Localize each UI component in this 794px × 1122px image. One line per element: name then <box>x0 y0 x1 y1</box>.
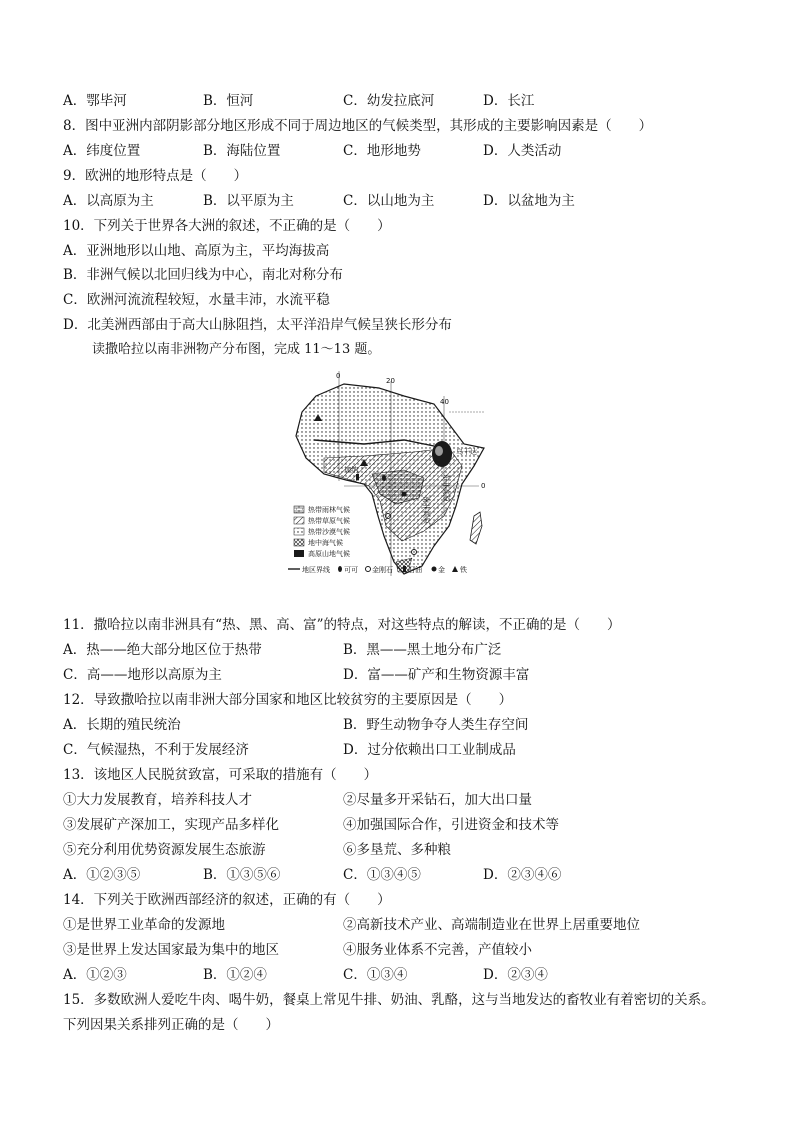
q12-options-row1 <box>63 716 743 734</box>
q14-option-d[interactable]: D．②③④ <box>483 967 548 983</box>
q8-option-d[interactable]: D．人类活动 <box>483 143 562 159</box>
q9-option-b[interactable]: B．以平原为主 <box>203 193 294 209</box>
label-ghana: 加纳 <box>344 466 358 474</box>
q14-option-a[interactable]: A．①②③ <box>63 967 127 983</box>
q14-items-row1 <box>63 916 743 934</box>
legend-highland: 高原山地气候 <box>308 550 350 558</box>
q8-option-c[interactable]: C．地形地势 <box>343 143 421 159</box>
q14-item-2: ②高新技术产业、高端制造业在世界上居重要地位 <box>343 917 640 933</box>
q7-option-c[interactable]: C．幼发拉底河 <box>343 93 435 109</box>
label-uganda: 乌干达 <box>456 448 477 456</box>
lon-label-0: 0 <box>336 372 341 380</box>
q11-option-a[interactable]: A．热——绝大部分地区位于热带 <box>63 642 262 658</box>
legend-swatch-savanna <box>294 517 304 524</box>
map-svg <box>284 366 506 592</box>
q7-option-a[interactable]: A．鄂毕河 <box>63 93 127 109</box>
q13-options <box>63 866 743 884</box>
q7-options <box>63 92 743 110</box>
label-south-plateau: 南非高原 <box>422 496 430 524</box>
q7-option-d[interactable]: D．长江 <box>483 93 535 109</box>
lat-label-0: 0 <box>481 482 486 490</box>
q13-items-row1 <box>63 791 743 809</box>
q12-options-row2 <box>63 741 743 759</box>
q11-options-row2 <box>63 666 743 684</box>
lon-label-20: 20 <box>386 377 395 385</box>
q8-options <box>63 142 743 160</box>
legend-gold-icon <box>432 567 437 572</box>
q9-options <box>63 192 743 210</box>
q12-stem: 12．导致撒哈拉以南非洲大部分国家和地区比较贫穷的主要原因是（ ） <box>63 692 513 708</box>
q8-option-a[interactable]: A．纬度位置 <box>63 143 141 159</box>
q13-items-row3 <box>63 841 743 859</box>
q8-option-b[interactable]: B．海陆位置 <box>203 143 281 159</box>
q11-option-b[interactable]: B．黑——黑土地分布广泛 <box>343 642 502 658</box>
q11-stem: 11．撒哈拉以南非洲具有“热、黑、高、富”的特点，对这些特点的解读，不正确的是（ ） <box>63 617 621 633</box>
legend-swatch-highland <box>294 550 304 557</box>
q12-option-b[interactable]: B．野生动物争夺人类生存空间 <box>343 717 529 733</box>
q13-item-3: ③发展矿产深加工，实现产品多样化 <box>63 817 279 833</box>
africa-products-map <box>284 366 506 592</box>
q13-item-6: ⑥多垦荒、多种粮 <box>343 842 451 858</box>
q13-option-b[interactable]: B．①③⑤⑥ <box>203 867 281 883</box>
q14-options <box>63 966 743 984</box>
q11-option-c[interactable]: C．高——地形以高原为主 <box>63 667 222 683</box>
q15-stem-cont: 下列因果关系排列正确的是（ ） <box>63 1017 279 1033</box>
q10-stem: 10．下列关于世界各大洲的叙述，不正确的是（ ） <box>63 218 391 234</box>
map-intro: 读撒哈拉以南非洲物产分布图，完成 11～13 题。 <box>92 342 381 357</box>
legend-savanna: 热带草原气候 <box>308 517 350 525</box>
q14-item-4: ④服务业体系不完善，产值较小 <box>343 942 532 958</box>
legend-swatch-rainforest <box>294 506 304 513</box>
q10-option-a[interactable]: A．亚洲地形以山地、高原为主，平均海拔高 <box>63 243 330 259</box>
q11-option-d[interactable]: D．富——矿产和生物资源丰富 <box>343 667 530 683</box>
legend-boundary: 地区界线 <box>302 566 330 574</box>
q12-option-a[interactable]: A．长期的殖民统治 <box>63 717 181 733</box>
q9-option-a[interactable]: A．以高原为主 <box>63 193 154 209</box>
cocoa-icon <box>382 475 386 481</box>
q13-item-4: ④加强国际合作，引进资金和技术等 <box>343 817 559 833</box>
q14-stem: 14．下列关于欧洲西部经济的叙述，正确的有（ ） <box>63 892 391 908</box>
legend-swatch-desert <box>294 528 304 535</box>
q13-item-1: ①大力发展教育，培养科技人才 <box>63 792 252 808</box>
q9-option-c[interactable]: C．以山地为主 <box>343 193 435 209</box>
highland-shade <box>435 446 443 456</box>
q7-option-b[interactable]: B．恒河 <box>203 93 254 109</box>
legend-diamond-icon <box>366 567 371 572</box>
legend-gold: 金 <box>438 566 445 574</box>
q9-option-d[interactable]: D．以盆地为主 <box>483 193 575 209</box>
q12-option-d[interactable]: D．过分依赖出口工业制成品 <box>343 742 516 758</box>
legend-mediterranean: 地中海气候 <box>308 539 343 547</box>
legend-oil: 石油 <box>408 566 422 574</box>
q13-item-5: ⑤充分利用优势资源发展生态旅游 <box>63 842 266 858</box>
legend-cocoa-icon <box>338 566 342 572</box>
q13-option-a[interactable]: A．①②③⑤ <box>63 867 141 883</box>
q13-option-c[interactable]: C．①③④⑤ <box>343 867 421 883</box>
q8-stem: 8．图中亚洲内部阴影部分地区形成不同于周边地区的气候类型，其形成的主要影响因素是（ ） <box>63 118 653 134</box>
q14-items-row2 <box>63 941 743 959</box>
q13-items-row2 <box>63 816 743 834</box>
q13-option-d[interactable]: D．②③④⑥ <box>483 867 562 883</box>
legend-iron-icon <box>452 566 458 572</box>
q9-stem: 9．欧洲的地形特点是（ ） <box>63 168 248 184</box>
q10-option-c[interactable]: C．欧洲河流流程较短，水量丰沛，水流平稳 <box>63 292 330 308</box>
q10-option-d[interactable]: D．北美洲西部由于高大山脉阻挡，太平洋沿岸气候呈狭长形分布 <box>63 317 452 333</box>
q14-option-b[interactable]: B．①②④ <box>203 967 267 983</box>
legend-desert: 热带沙漠气候 <box>308 528 350 536</box>
q13-stem: 13．该地区人民脱贫致富，可采取的措施有（ ） <box>63 767 378 783</box>
legend-swatch-mediterranean <box>294 539 304 546</box>
q11-options-row1 <box>63 641 743 659</box>
q14-item-1: ①是世界工业革命的发源地 <box>63 917 225 933</box>
q10-option-b[interactable]: B．非洲气候以北回归线为中心，南北对称分布 <box>63 267 343 283</box>
q14-item-3: ③是世界上发达国家最为集中的地区 <box>63 942 279 958</box>
madagascar <box>470 512 482 544</box>
legend-rainforest: 热带雨林气候 <box>308 506 350 514</box>
legend-oil-icon <box>403 566 406 572</box>
q14-option-c[interactable]: C．①③④ <box>343 967 408 983</box>
q12-option-c[interactable]: C．气候湿热，不利于发展经济 <box>63 742 249 758</box>
label-east-plateau: 东非高原 <box>442 474 450 502</box>
oil-icon <box>356 474 359 480</box>
q13-item-2: ②尽量多开采钻石，加大出口量 <box>343 792 532 808</box>
legend-diamond: 金刚石 <box>372 566 393 574</box>
lon-label-40: 40 <box>440 398 449 406</box>
legend-iron: 铁 <box>460 566 467 574</box>
gold-icon <box>402 492 407 497</box>
legend-cocoa: 可可 <box>344 566 358 574</box>
q15-stem: 15．多数欧洲人爱吃牛肉、喝牛奶，餐桌上常见牛排、奶油、乳酪，这与当地发达的畜牧业有着密切的关系。 <box>63 992 715 1008</box>
